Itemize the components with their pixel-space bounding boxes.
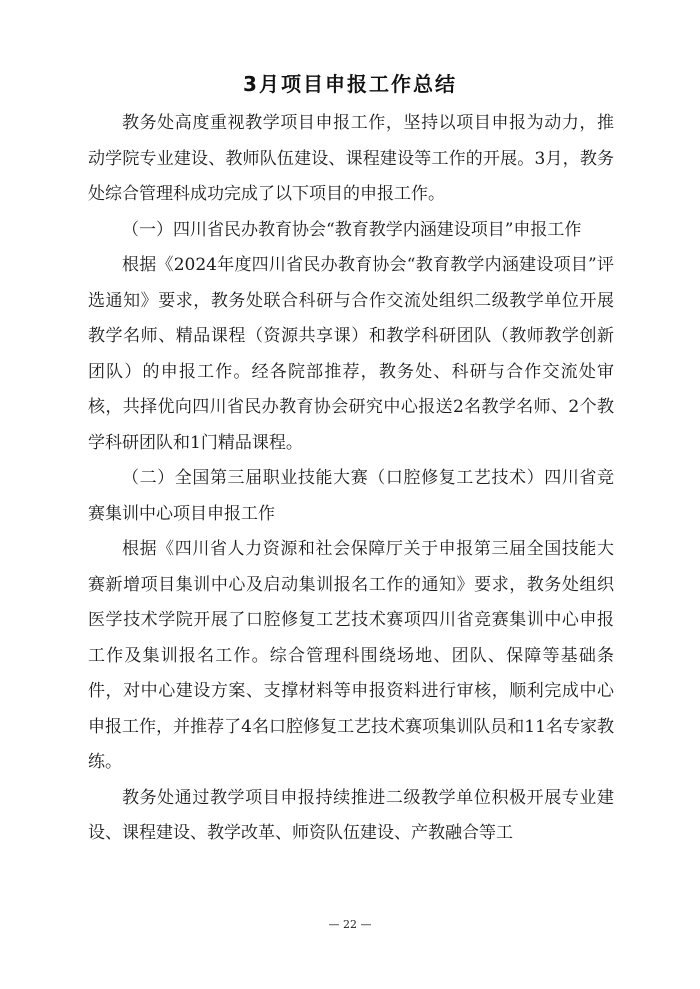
section-heading-2: （二）全国第三届职业技能大赛（口腔修复工艺技术）四川省竞赛集训中心项目申报工作 [88,468,614,524]
paragraph-conclusion: 教务处通过教学项目申报持续推进二级教学单位积极开展专业建设、课程建设、教学改革、师资队伍建设、产教融合等工 [88,787,614,843]
paragraph-section-1: 根据《2024年度四川省民办教育协会“教育教学内涵建设项目”评选通知》要求，教务处联合科研与合作交流处组织二级教学单位开展教学名师、精品课程（资源共享课）和教学科研团队（教师教学创新团队）的申报工作。经各院部推荐，教务处、科研与合作交流处审核，共择优向四川省民办教育协会研究中心报送2名教学名师、2个教学科研团队和1门精品课程。 [88,255,614,453]
section-heading-1: （一）四川省民办教育协会“教育教学内涵建设项目”申报工作 [122,219,582,240]
page-number: — 22 — [328,918,372,931]
paragraph-intro: 教务处高度重视教学项目申报工作，坚持以项目申报为动力，推动学院专业建设、教师队伍建设、课程建设等工作的开展。3月，教务处综合管理科成功完成了以下项目的申报工作。 [88,113,614,204]
document-title: 3月项目申报工作总结 [243,72,457,96]
document-body [88,106,614,852]
paragraph-section-2: 根据《四川省人力资源和社会保障厅关于申报第三届全国技能大赛新增项目集训中心及启动集训报名工作的通知》要求，教务处组织医学技术学院开展了口腔修复工艺技术赛项四川省竞赛集训中心申报工作及集训报名工作。综合管理科围绕场地、团队、保障等基础条件，对中心建设方案、支撑材料等申报资料进行审核，顺利完成中心申报工作，并推荐了4名口腔修复工艺技术赛项集训队员和11名专家教练。 [88,539,614,772]
